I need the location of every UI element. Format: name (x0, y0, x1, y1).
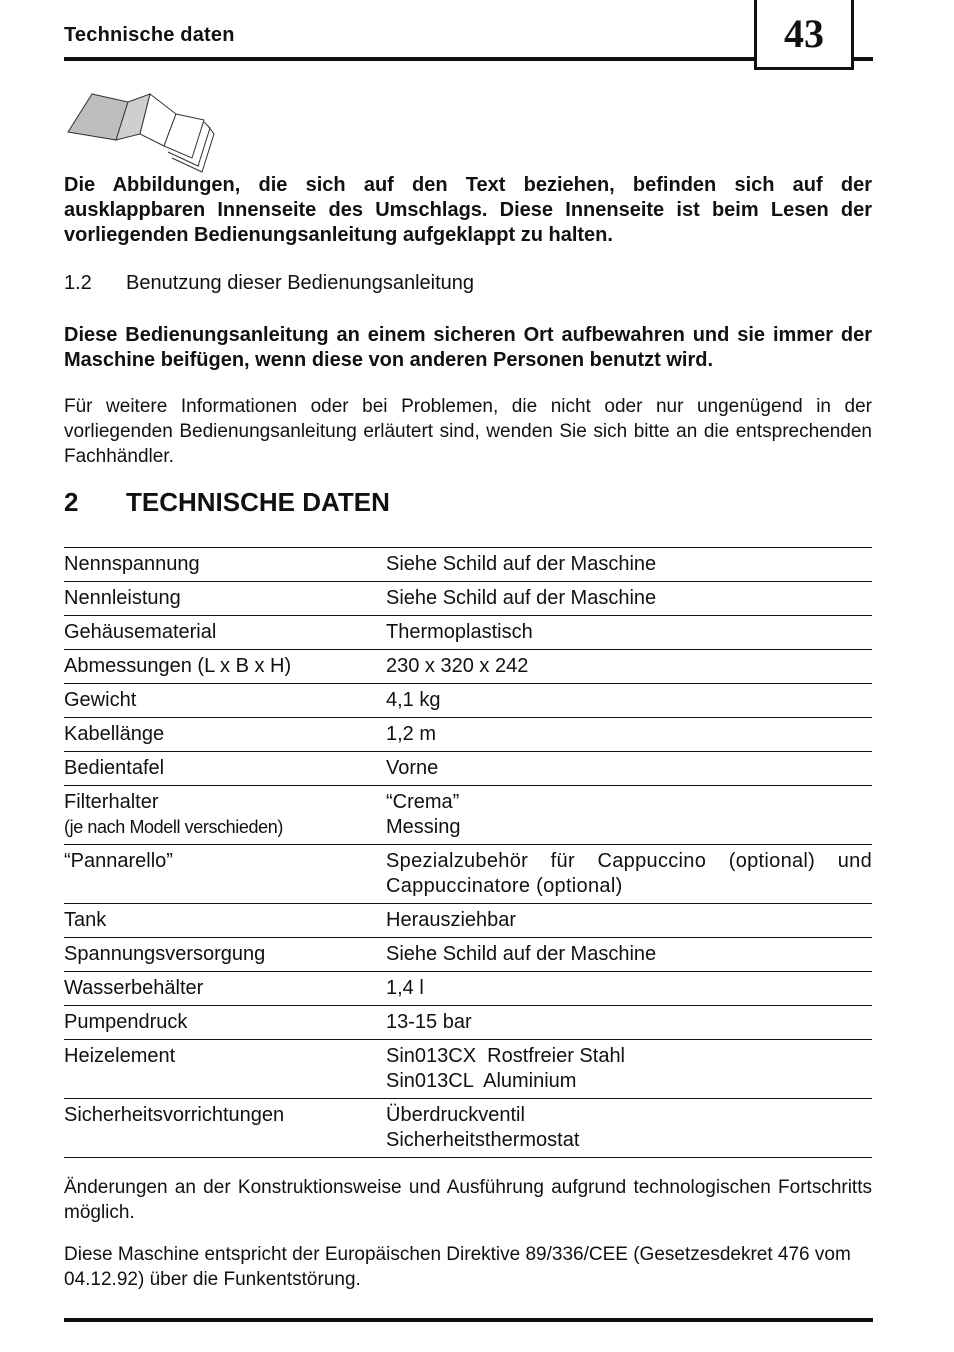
table-row (64, 904, 872, 938)
spec-value-cell (386, 1040, 872, 1099)
table-row (64, 684, 872, 718)
foldout-manual-icon (64, 88, 216, 174)
section-1-2-heading (64, 272, 474, 295)
info-paragraph: Für weitere Informationen oder bei Problemen, die nicht oder nur ungenügend in der vorliegenden Bedienungsanleitung erläutert sind, wenden Sie sich bitte an die entsprechenden Fachhändler. (64, 396, 872, 467)
spec-label: “Pannarello” (64, 850, 173, 872)
spec-label: Heizelement (64, 1045, 176, 1067)
table-row (64, 1099, 872, 1158)
page-number: 43 (784, 11, 824, 56)
spec-label: Spannungsversorgung (64, 943, 266, 965)
table-row (64, 650, 872, 684)
section-title: TECHNISCHE DATEN (126, 487, 390, 517)
spec-value: 1,4 l (386, 977, 424, 999)
section-number: 1.2 (64, 272, 92, 294)
spec-value-line2: Sicherheitsthermostat (386, 1129, 580, 1151)
modifications-note: Änderungen an der Konstruktionsweise und Ausführung aufgrund technologischen Fortschritts möglich. (64, 1177, 872, 1223)
spec-label: Sicherheitsvorrichtungen (64, 1104, 285, 1126)
spec-value: Sin013CX Rostfreier Stahl (386, 1045, 626, 1067)
table-row (64, 752, 872, 786)
spec-label: Nennleistung (64, 587, 181, 609)
spec-value: Thermoplastisch (386, 621, 533, 643)
table-row (64, 786, 872, 845)
spec-label-note: (je nach Modell verschieden) (64, 817, 283, 837)
spec-label: Tank (64, 909, 107, 931)
table-row (64, 1006, 872, 1040)
spec-value-line2: Messing (386, 816, 461, 838)
section-number: 2 (64, 487, 79, 517)
table-row (64, 616, 872, 650)
spec-value: 1,2 m (386, 723, 437, 745)
spec-label: Kabellänge (64, 723, 165, 745)
footer-rule (64, 1318, 873, 1322)
spec-value: Herausziehbar (386, 909, 517, 931)
spec-value-cell (386, 786, 872, 845)
spec-value: Siehe Schild auf der Maschine (386, 553, 657, 575)
section-title: Benutzung dieser Bedienungsanleitung (126, 272, 475, 294)
spec-value: 230 x 320 x 242 (386, 655, 529, 677)
spec-value: Überdruckventil (386, 1104, 525, 1126)
storage-note-paragraph: Diese Bedienungsanleitung an einem sicheren Ort aufbewahren und sie immer der Maschine beifügen, wenn diese von anderen Personen benutzt wird. (64, 324, 872, 371)
spec-value: 4,1 kg (386, 689, 441, 711)
spec-value: Vorne (386, 757, 439, 779)
spec-value: Siehe Schild auf der Maschine (386, 943, 657, 965)
table-row (64, 548, 872, 582)
spec-value: Spezialzubehör für Cappuccino (optional) und Cappuccinatore (optional) (386, 850, 872, 897)
header-rule (64, 57, 873, 61)
section-2-heading (64, 487, 390, 518)
table-row (64, 582, 872, 616)
table-row (64, 845, 872, 904)
spec-label: Pumpendruck (64, 1011, 188, 1033)
spec-label: Abmessungen (L x B x H) (64, 655, 292, 677)
page-number-box (754, 0, 854, 70)
spec-label: Bedientafel (64, 757, 165, 779)
table-row (64, 1040, 872, 1099)
header-title: Technische daten (64, 24, 235, 46)
spec-value: 13-15 bar (386, 1011, 472, 1033)
spec-label: Wasserbehälter (64, 977, 204, 999)
directive-note: Diese Maschine entspricht der Europäischen Direktive 89/336/CEE (Gesetzesdekret 476 vom 04.12.92) über die Funkentstörung. (64, 1244, 851, 1290)
spec-value-cell (386, 1099, 872, 1158)
intro-paragraph: Die Abbildungen, die sich auf den Text beziehen, befinden sich auf der ausklappbaren Innenseite des Umschlags. Diese Innenseite ist beim Lesen der vorliegenden Bedienungsanleitung aufgeklappt zu halten. (64, 174, 872, 246)
spec-label: Nennspannung (64, 553, 200, 575)
spec-value-line2: Sin013CL Aluminium (386, 1070, 577, 1092)
technical-data-table (64, 547, 872, 1158)
spec-label-cell (64, 786, 386, 845)
spec-label: Gewicht (64, 689, 137, 711)
spec-label: Gehäusematerial (64, 621, 217, 643)
spec-value: Siehe Schild auf der Maschine (386, 587, 657, 609)
spec-value: “Crema” (386, 791, 460, 813)
table-row (64, 972, 872, 1006)
table-row (64, 718, 872, 752)
table-row (64, 938, 872, 972)
spec-label: Filterhalter (64, 791, 159, 813)
